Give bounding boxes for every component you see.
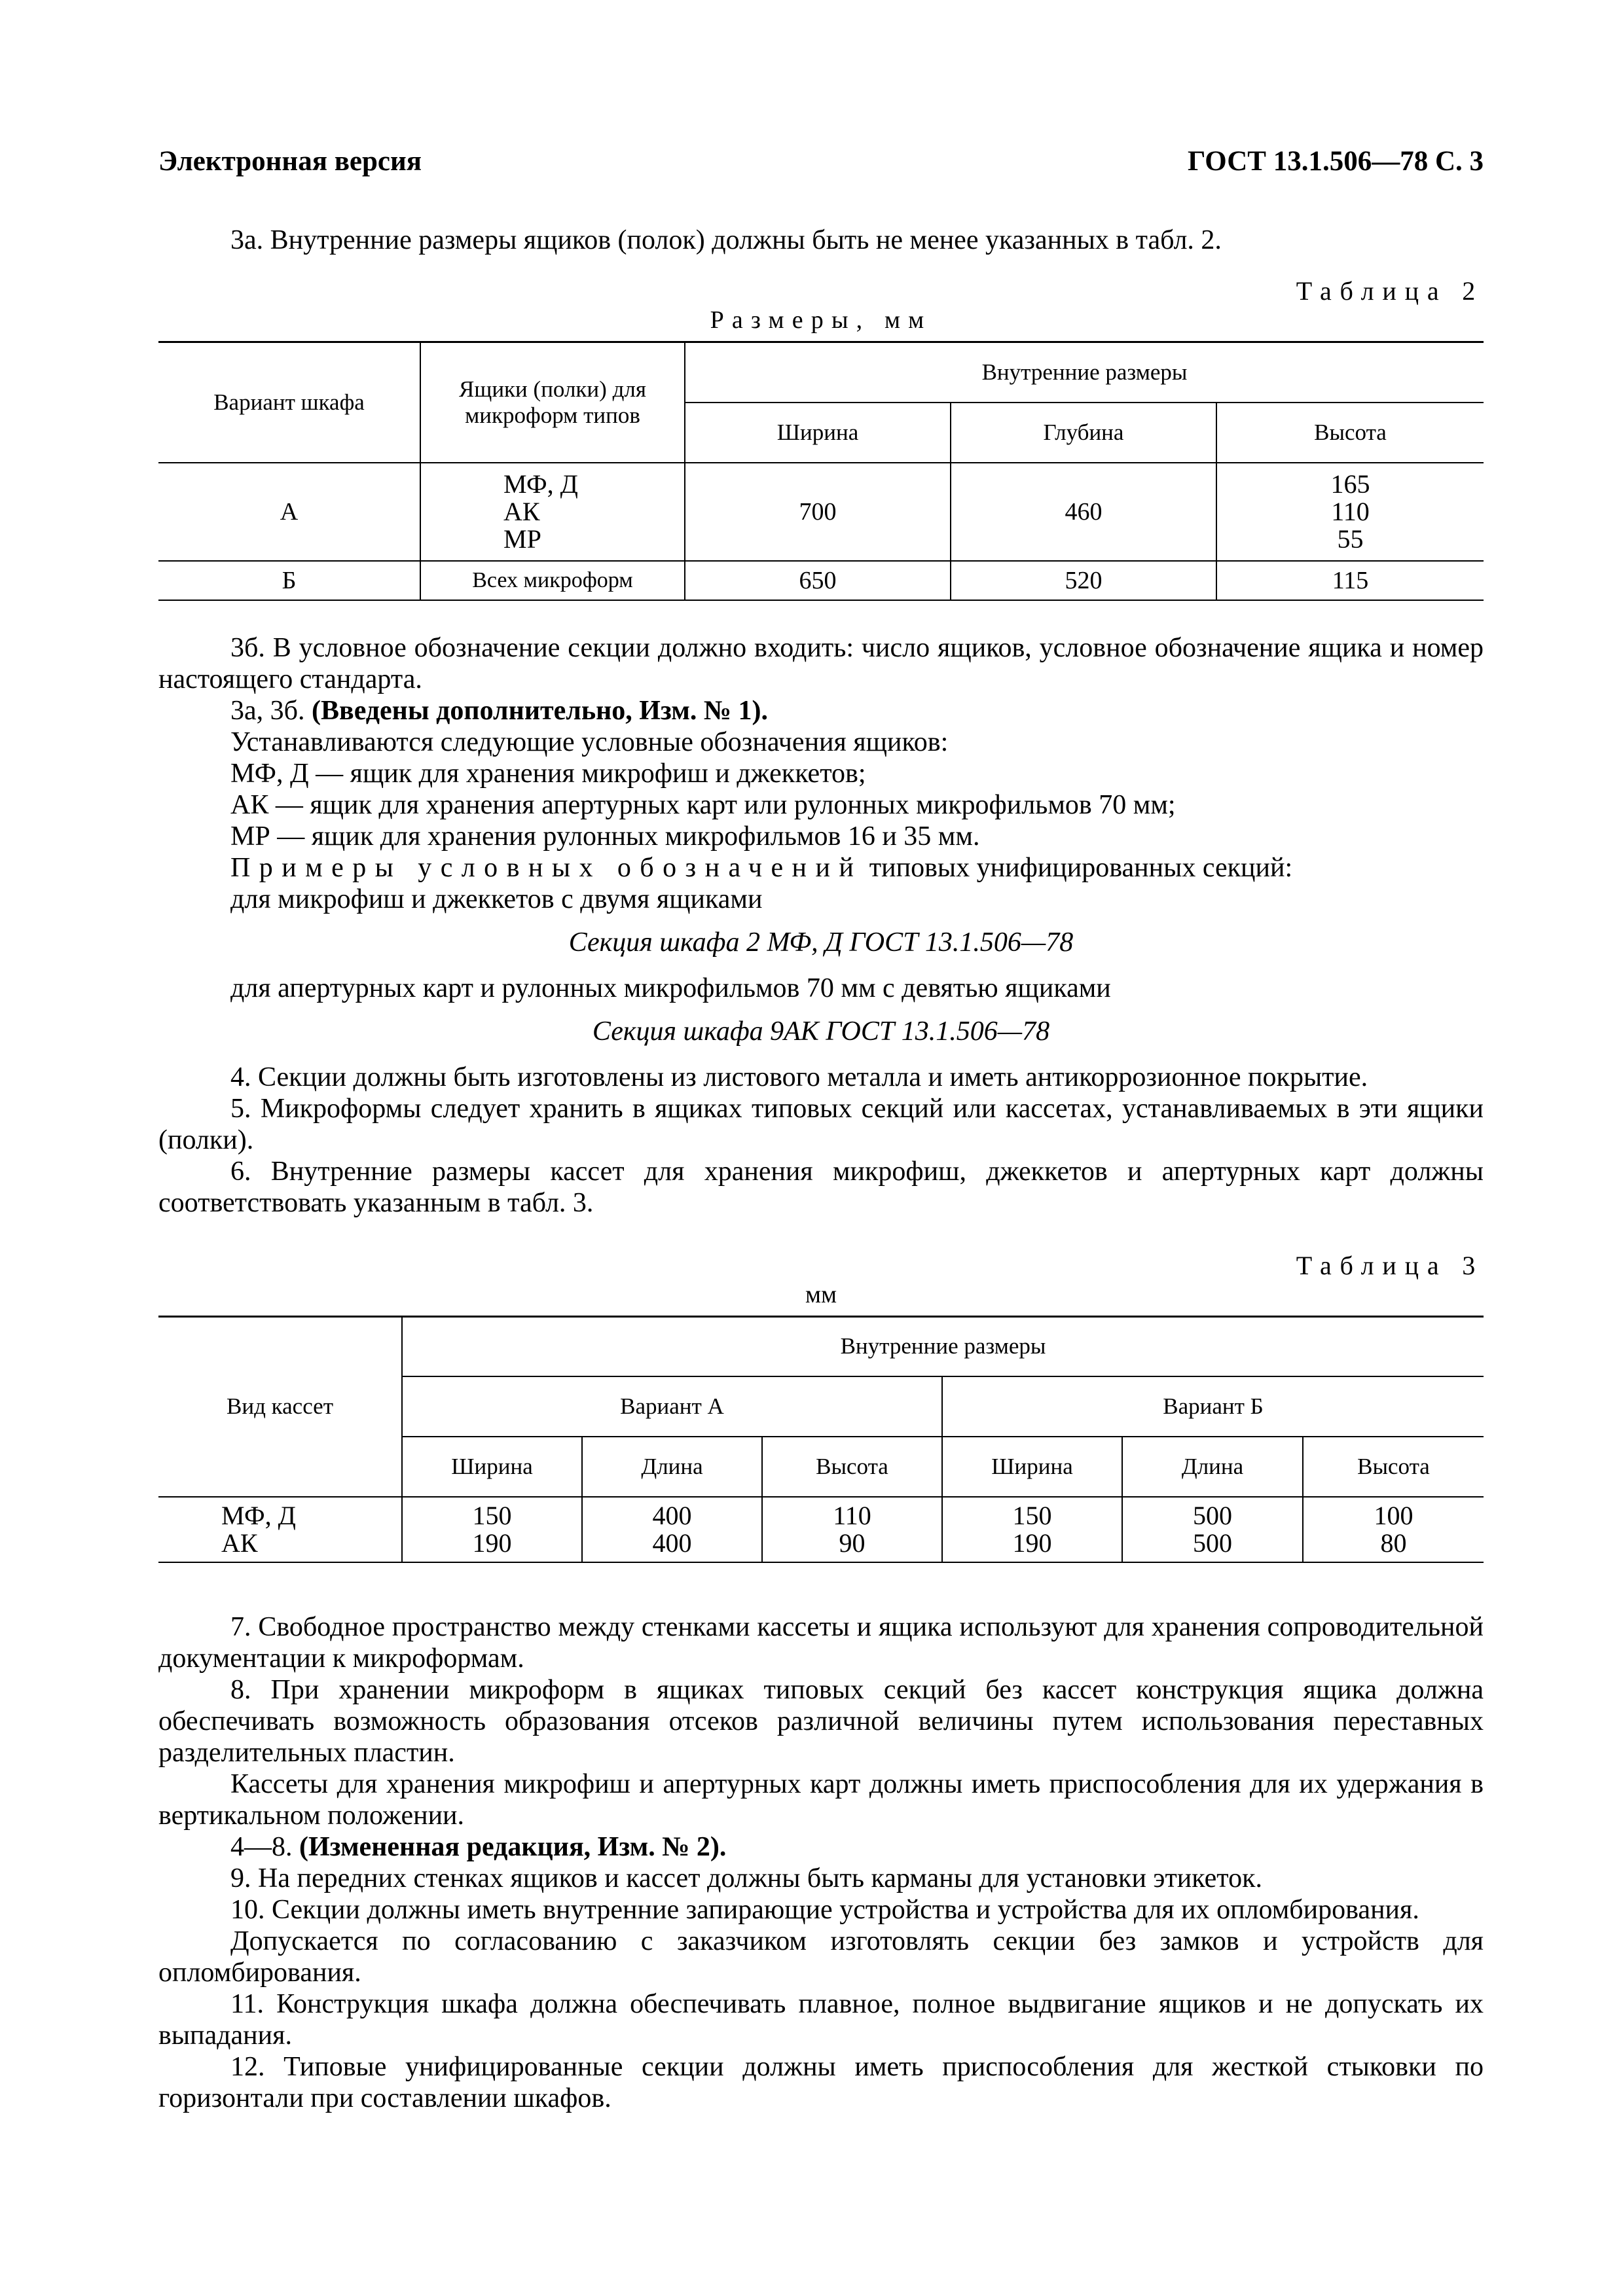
document-page [158, 145, 1484, 2114]
t2-cell-types: МФ, Д АК МР [420, 463, 685, 561]
t3-header-variant-b: Вариант Б [942, 1376, 1484, 1437]
table-row [158, 1497, 1484, 1562]
paragraph-11: 11. Конструкция шкафа должна обеспечивать плавное, полное выдвигание ящиков и не допускать их выпадания. [158, 1989, 1484, 2051]
t3-header-variant-a: Вариант А [402, 1376, 942, 1437]
t3-header-col: Высота [762, 1437, 942, 1497]
paragraph-12: 12. Типовые унифицированные секции должны иметь приспособления для жесткой стыковки по горизонтали при составлении шкафов. [158, 2052, 1484, 2113]
t3-cell-kinds: МФ, Д АК [158, 1497, 402, 1562]
example2-designation: Секция шкафа 9АК ГОСТ 13.1.506—78 [592, 1016, 1050, 1047]
t3-header-kind: Вид кассет [158, 1316, 402, 1497]
paragraph-7: 7. Свободное пространство между стенками кассеты и ящика используют для хранения сопроводительной документации к микроформам. [158, 1612, 1484, 1674]
paragraph-10b: Допускается по согласованию с заказчиком изготовлять секции без замков и устройств для опломбирования. [158, 1926, 1484, 1988]
examples-intro: Примеры условных обозначений типовых унифицированных секций: [230, 852, 1293, 883]
t2-header-inner: Внутренние размеры [685, 342, 1484, 403]
table2-units: Размеры, мм [710, 306, 932, 334]
paragraph-10: 10. Секции должны иметь внутренние запирающие устройства и устройства для их опломбирования. [230, 1895, 1419, 1925]
t2-cell-variant: А [158, 463, 420, 561]
t3-header-col: Высота [1303, 1437, 1484, 1497]
t2-cell-depth: 520 [951, 561, 1216, 600]
designation-ak: АК — ящик для хранения апертурных карт или рулонных микрофильмов 70 мм; [230, 789, 1176, 820]
t2-header-width: Ширина [685, 403, 951, 463]
designation-mf: МФ, Д — ящик для хранения микрофиш и джеккетов; [230, 758, 866, 789]
designations-intro: Устанавливаются следующие условные обозначения ящиков: [230, 726, 949, 757]
paragraph-6: 6. Внутренние размеры кассет для хранения микрофиш, джеккетов и апертурных карт должны соответствовать указанным в табл. 3. [158, 1156, 1484, 1218]
t3-cell: 110 90 [762, 1497, 942, 1562]
t3-cell: 150 190 [942, 1497, 1122, 1562]
t3-header-col: Ширина [402, 1437, 582, 1497]
t2-header-depth: Глубина [951, 403, 1216, 463]
paragraph-5: 5. Микроформы следует хранить в ящиках типовых секций или кассетах, устанавливаемых в эти ящики (полки). [158, 1093, 1484, 1155]
paragraph-8b: Кассеты для хранения микрофиш и апертурных карт должны иметь приспособления для их удержания в вертикальном положении. [158, 1769, 1484, 1831]
t3-cell: 400 400 [582, 1497, 762, 1562]
t2-header-drawers: Ящики (полки) для микроформ типов [420, 342, 685, 463]
table-row [158, 561, 1484, 600]
t2-cell-types: Всех микроформ [420, 561, 685, 600]
t3-header-inner: Внутренние размеры [402, 1316, 1484, 1376]
t2-cell-heights: 115 [1216, 561, 1484, 600]
header-standard-page: ГОСТ 13.1.506—78 С. 3 [1187, 146, 1484, 177]
table-3 [158, 1316, 1484, 1564]
t2-cell-variant: Б [158, 561, 420, 600]
t3-cell: 150 190 [402, 1497, 582, 1562]
amendment-note-2: 4—8. (Измененная редакция, Изм. № 2). [230, 1832, 727, 1862]
designation-mr: МР — ящик для хранения рулонных микрофильмов 16 и 35 мм. [230, 821, 980, 852]
t3-header-col: Длина [582, 1437, 762, 1497]
t3-cell: 500 500 [1122, 1497, 1303, 1562]
paragraph-4: 4. Секции должны быть изготовлены из листового металла и иметь антикоррозионное покрытие. [230, 1062, 1368, 1092]
t2-header-height: Высота [1216, 403, 1484, 463]
example1-description: для микрофиш и джеккетов с двумя ящиками [230, 884, 763, 914]
t3-header-col: Ширина [942, 1437, 1122, 1497]
paragraph-3b: 3б. В условное обозначение секции должно входить: число ящиков, условное обозначение ящика и номер настоящего стандарта. [158, 632, 1484, 694]
header-electronic-version: Электронная версия [158, 146, 422, 177]
paragraph-3a: 3а. Внутренние размеры ящиков (полок) должны быть не менее указанных в табл. 2. [230, 225, 1222, 255]
amendment-note-1: 3а, 3б. (Введены дополнительно, Изм. № 1). [230, 695, 769, 726]
example1-designation: Секция шкафа 2 МФ, Д ГОСТ 13.1.506—78 [568, 927, 1074, 958]
table-2 [158, 341, 1484, 601]
example2-description: для апертурных карт и рулонных микрофильмов 70 мм с девятью ящиками [230, 973, 1111, 1003]
t2-cell-depth: 460 [951, 463, 1216, 561]
table-row [158, 463, 1484, 561]
t2-header-variant: Вариант шкафа [158, 342, 420, 463]
table3-units: мм [805, 1280, 837, 1308]
t3-cell: 100 80 [1303, 1497, 1484, 1562]
t2-cell-heights: 165 110 55 [1216, 463, 1484, 561]
page-header [158, 145, 1484, 177]
table3-caption: Таблица 3 [1296, 1250, 1484, 1280]
t3-header-col: Длина [1122, 1437, 1303, 1497]
paragraph-8: 8. При хранении микроформ в ящиках типовых секций без кассет конструкция ящика должна обеспечивать возможность образования отсеков различной величины путем использования переставных разделительных пластин. [158, 1675, 1484, 1768]
t2-cell-width: 700 [685, 463, 951, 561]
paragraph-9: 9. На передних стенках ящиков и кассет должны быть карманы для установки этикеток. [230, 1863, 1262, 1893]
t2-cell-width: 650 [685, 561, 951, 600]
table2-caption: Таблица 2 [1296, 276, 1484, 306]
